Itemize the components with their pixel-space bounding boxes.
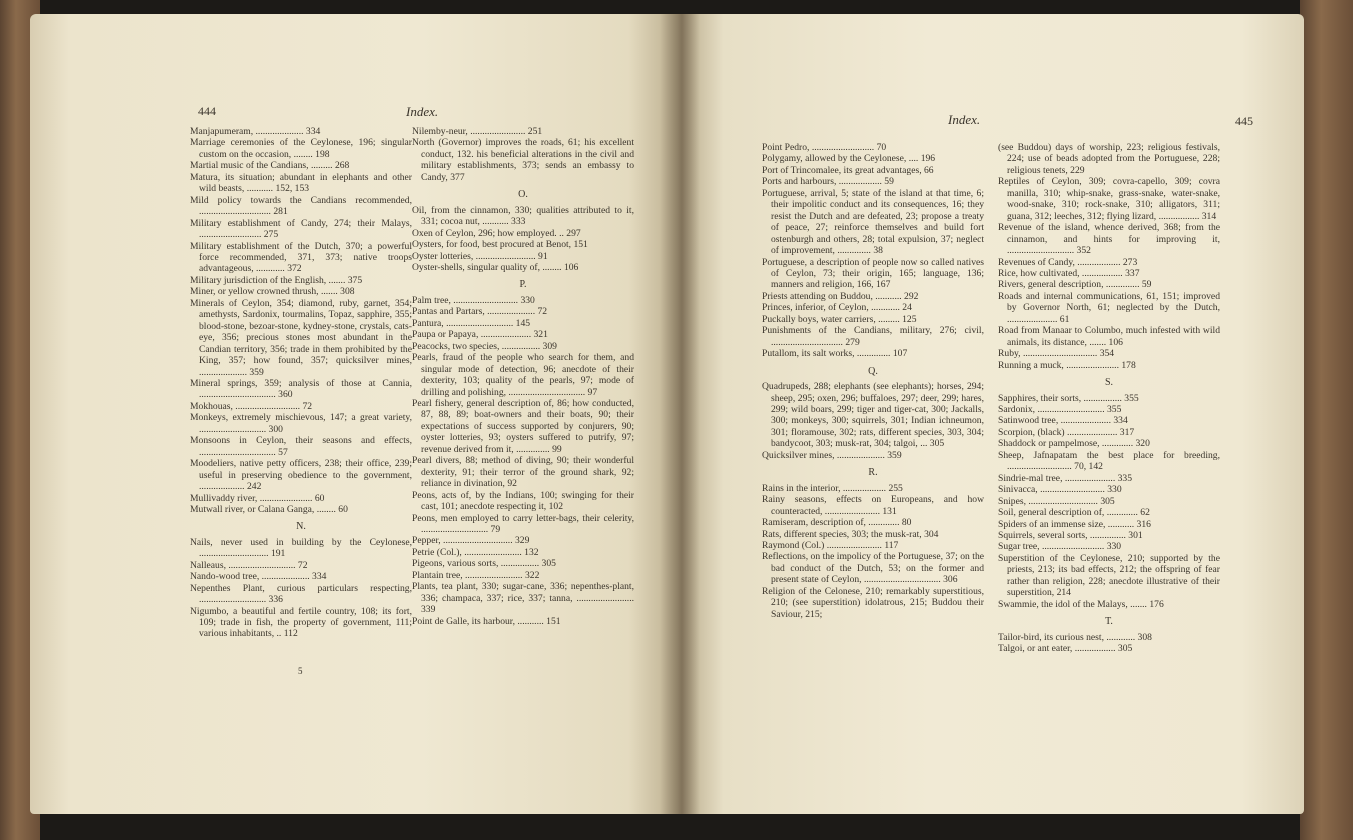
index-entry: Pearl fishery, general description of, 86; how conducted, 87, 88, 89; boat-owners and their boats, 90; their expectations of success supported by conjurers, 90; oyster lotteries, 93; oysters suffered to putrify, 97; revenue derived from it, .............. 99 <box>412 397 634 455</box>
index-entry: Nails, never used in building by the Ceylonese, ............................. 191 <box>190 536 412 560</box>
index-entry: Running a muck, ...................... 178 <box>998 359 1136 371</box>
index-entry: Reptiles of Ceylon, 309; covra-capello, 309; covra manilla, 310; whip-snake, grass-snake, water-snake, wood-snake, 310; rock-snake, 310; alligators, 311; guana, 312; leeches, 312; flying lizard, ................. 314 <box>998 176 1220 222</box>
index-entry: Peacocks, two species, ................ 309 <box>412 340 557 352</box>
right-column-1 <box>762 142 984 620</box>
index-entry: Paupa or Papaya, ..................... 321 <box>412 329 548 341</box>
index-entry: North (Governor) improves the roads, 61; his excellent conduct, 132. his beneficial alterations in the civil and military establishments, 373; sends an embassy to Candy, 377 <box>412 137 634 183</box>
right-running-title: Index. <box>948 112 981 127</box>
index-entry: Miner, or yellow crowned thrush, ....... 308 <box>190 286 355 298</box>
index-entry: Peons, men employed to carry letter-bags, their celerity, ............................ 79 <box>412 512 634 535</box>
index-entry: Pantura, ............................ 145 <box>412 317 531 329</box>
index-entry: Portuguese, arrival, 5; state of the island at that time, 6; their impolitic conduct and its consequences, 16; they resist the Dutch and are defeated, 23; propose a treaty of peace, 27; reinforce themselves and build fort ostenburgh and others, 28; total expulsion, 37; neglect of improvement, .............. 38 <box>762 187 984 257</box>
index-entry: Superstition of the Ceylonese, 210; supported by the priests, 213; its bad effects, 212; the offspring of fear rather than religion, 228; anecdote illustrative of their superstition, 214 <box>998 552 1220 599</box>
left-page <box>30 14 680 814</box>
right-page <box>680 14 1304 814</box>
index-entry: Pearls, fraud of the people who search for them, and singular mode of detection, 96; anecdote of their dexterity, 103; quality of the pearls, 97; mode of drilling and polishing, ................................ 97 <box>412 352 634 398</box>
section-letter: P. <box>519 279 527 291</box>
left-column-2 <box>412 126 634 627</box>
index-entry: Oil, from the cinnamon, 330; qualities attributed to it, 331; cocoa nut, ........... 333 <box>412 204 634 228</box>
section-letter: R. <box>868 467 878 479</box>
index-entry: Tailor-bird, its curious nest, ............ 308 <box>998 631 1152 643</box>
index-entry: Talgoi, or ant eater, ................. 305 <box>998 643 1133 655</box>
book-cover-right <box>1300 0 1353 840</box>
index-entry: Oysters, for food, best procured at Benot, 151 <box>412 239 588 251</box>
index-entry: Military establishment of Candy, 274; their Malays, .......................... 275 <box>190 217 412 241</box>
index-entry: Pigeons, various sorts, ................ 305 <box>412 558 556 570</box>
index-entry: Matura, its situation; abundant in elephants and other wild beasts, ........... 152, 153 <box>190 171 412 195</box>
section-letter: S. <box>1104 377 1114 389</box>
index-entry: Polygamy, allowed by the Ceylonese, .... 196 <box>762 153 936 165</box>
index-entry: Port of Trincomalee, its great advantages, 66 <box>762 164 934 176</box>
index-entry: Pearl divers, 88; method of diving, 90; their wonderful dexterity, 91; their terror of the ground shark, 92; reliance in divination, 92 <box>412 455 634 490</box>
index-entry: Raymond (Col.) ....................... 117 <box>762 539 899 551</box>
index-entry: Punishments of the Candians, military, 276; civil, .............................. 279 <box>762 325 984 348</box>
index-entry: Quicksilver mines, .................... 359 <box>762 449 902 461</box>
index-entry: Plantain tree, ........................ 322 <box>412 569 540 581</box>
index-entry: Minerals of Ceylon, 354; diamond, ruby, garnet, 354; amethysts, Sardonix, tourmalins, Topaz, sapphire, 355; blood-stone, bezoar-stone, kydney-stone, crystals, cats-eye, 356; precious stones most abundant in the Candian territory, 356; trade in them prohibited by the King, 357; how found, 357; quicksilver mines, .................... 359 <box>190 297 412 378</box>
index-entry: Squirrels, several sorts, ............... 301 <box>998 529 1143 541</box>
index-entry: Ports and harbours, .................. 59 <box>762 176 894 188</box>
index-entry: Sugar tree, .......................... 330 <box>998 541 1122 553</box>
index-entry: Monkeys, extremely mischievous, 147; a great variety, ............................ 300 <box>190 412 412 435</box>
section-letter: T. <box>1105 616 1113 628</box>
index-entry: Oyster-shells, singular quality of, ........ 106 <box>412 261 579 273</box>
index-entry: Ruby, ............................... 354 <box>998 348 1115 360</box>
index-entry: Oyster lotteries, ......................... 91 <box>412 250 548 262</box>
index-entry: Putallom, its salt works, .............. 107 <box>762 348 908 360</box>
index-entry: Pantas and Partars, .................... 72 <box>412 306 548 318</box>
index-entry: Sindrie-mal tree, ..................... 335 <box>998 472 1133 484</box>
index-entry: Ramiseram, description of, ............. 80 <box>762 517 912 529</box>
index-entry: Mullivaddy river, ...................... 60 <box>190 492 325 504</box>
left-column-1 <box>190 126 412 640</box>
index-entry: Sinivacca, ........................... 330 <box>998 484 1122 496</box>
index-entry: Plants, tea plant, 330; sugar-cane, 336; nepenthes-plant, 336; champaca, 337; rice, 337; tanna, ........................ 339 <box>412 581 634 616</box>
index-entry: Puckally boys, water carriers, ......... 125 <box>762 313 917 325</box>
index-entry: Mild policy towards the Candians recommended, .............................. 281 <box>190 194 412 218</box>
section-letter: N. <box>296 521 306 533</box>
book-gutter <box>660 14 700 814</box>
index-entry: Rivers, general description, .............. 59 <box>998 279 1152 291</box>
index-entry: Swammie, the idol of the Malays, ....... 176 <box>998 598 1164 610</box>
index-entry: Rains in the interior, .................. 255 <box>762 482 903 494</box>
index-entry: Sardonix, ............................ 355 <box>998 403 1122 415</box>
index-entry: Sapphires, their sorts, ................ 355 <box>998 392 1139 404</box>
index-entry: Palm tree, ........................... 330 <box>412 294 535 306</box>
index-entry: (see Buddou) days of worship, 223; religious festivals, 224; use of beads adopted from the Portuguese, 228; religious tenets, 229 <box>998 142 1220 176</box>
index-entry: Martial music of the Candians, ......... 268 <box>190 160 350 172</box>
index-entry: Nilemby-neur, ....................... 251 <box>412 126 543 137</box>
index-entry: Point de Galle, its harbour, ........... 151 <box>412 615 561 627</box>
index-entry: Mokhouas, ........................... 72 <box>190 400 313 412</box>
signature-mark: 5 <box>298 666 303 676</box>
index-entry: Soil, general description of, ............. 62 <box>998 507 1150 519</box>
index-entry: Nigumbo, a beautiful and fertile country, 108; its fort, 109; trade in fish, the property of government, 111; various inhabitants, .. 112 <box>190 605 412 640</box>
index-entry: Princes, inferior, of Ceylon, ............ 24 <box>762 302 912 314</box>
index-entry: Point Pedro, .......................... 70 <box>762 142 887 153</box>
index-entry: Religion of the Celonese, 210; remarkably superstitious, 210; (see superstition) idolatrous, 215; Buddou their Saviour, 215; <box>762 585 984 620</box>
index-entry: Peons, acts of, by the Indians, 100; swinging for their cast, 101; anecdote respecting it, 102 <box>412 489 634 513</box>
index-entry: Mineral springs, 359; analysis of those at Cannia, ................................ 360 <box>190 377 412 401</box>
index-entry: Nepenthes Plant, curious particulars respecting, ............................ 336 <box>190 582 412 606</box>
index-entry: Quadrupeds, 288; elephants (see elephants); horses, 294; sheep, 295; oxen, 296; buffaloes, 297; deer, 299; hares, 299; wild boars, 299; tiger and tiger-cat, 300; Jackalls, 300; monkeys, 300; squirrels, 301; Indian ichneumon, 301; floramouse, 302; rats, different species, 303, 304; bandycoot, 303; musk-rat, 304; talgoi, ... 305 <box>762 381 984 450</box>
index-entry: Military establishment of the Dutch, 370; a powerful force recommended, 371, 373; native troops advantageous, ............ 372 <box>190 240 412 275</box>
index-entry: Nalleaus, ............................ 72 <box>190 559 308 571</box>
index-entry: Road from Manaar to Columbo, much infested with wild animals, its distance, ....... 106 <box>998 325 1220 348</box>
section-letter: O. <box>518 189 528 201</box>
left-page-number: 444 <box>198 104 216 118</box>
index-entry: Priests attending on Buddou, ........... 292 <box>762 290 919 302</box>
right-page-number: 445 <box>1235 114 1253 128</box>
index-entry: Spiders of an immense size, ........... 316 <box>998 518 1151 530</box>
index-entry: Satinwood tree, ..................... 334 <box>998 415 1128 427</box>
index-entry: Sheep, Jafnapatam the best place for breeding, ........................... 70, 142 <box>998 449 1220 473</box>
index-entry: Reflections, on the impolicy of the Portuguese, 37; on the bad conduct of the Dutch, 53; on the former and present state of Ceylon, ................................ 306 <box>762 551 984 586</box>
index-entry: Revenues of Candy, .................. 273 <box>998 256 1138 268</box>
index-entry: Petrie (Col.), ........................ 132 <box>412 546 539 558</box>
index-entry: Rats, different species, 303; the musk-rat, 304 <box>762 528 939 540</box>
index-entry: Oxen of Ceylon, 296; how employed. .. 297 <box>412 227 581 239</box>
index-entry: Pepper, ............................. 329 <box>412 535 530 547</box>
section-letter: Q. <box>868 365 878 377</box>
index-entry: Moodeliers, native petty officers, 238; their office, 239; useful in preserving obedience to the government, ................... 242 <box>190 458 412 493</box>
index-entry: Rainy seasons, effects on Europeans, and how counteracted, ....................... 131 <box>762 494 984 517</box>
index-entry: Manjapumeram, .................... 334 <box>190 126 321 137</box>
index-entry: Roads and internal communications, 61, 151; improved by Governor North, 61; neglected by the Dutch, ..................... 61 <box>998 290 1220 325</box>
index-entry: Snipes, ............................. 305 <box>998 495 1115 507</box>
index-entry: Shaddock or pampelmose, ............. 320 <box>998 438 1150 450</box>
index-entry: Marriage ceremonies of the Ceylonese, 196; singular custom on the occasion, ........ 198 <box>190 137 412 160</box>
index-entry: Mutwall river, or Calana Ganga, ........ 60 <box>190 503 348 515</box>
index-entry: Portuguese, a description of people now so called natives of Ceylon, 73; their origin, 165; language, 136; manners and religion, 166, 167 <box>762 256 984 291</box>
index-entry: Scorpion, (black) ..................... 317 <box>998 426 1135 438</box>
index-entry: Revenue of the island, whence derived, 368; from the cinnamon, and hints for improving it, ............................ 352 <box>998 222 1220 257</box>
left-running-title: Index. <box>406 104 439 119</box>
index-entry: Rice, how cultivated, ................. 337 <box>998 267 1140 279</box>
index-entry: Monsoons in Ceylon, their seasons and effects, ................................ 57 <box>190 435 412 458</box>
index-entry: Military jurisdiction of the English, ....... 375 <box>190 274 363 286</box>
index-entry: Nando-wood tree, .................... 334 <box>190 571 327 583</box>
right-column-2 <box>998 142 1220 654</box>
